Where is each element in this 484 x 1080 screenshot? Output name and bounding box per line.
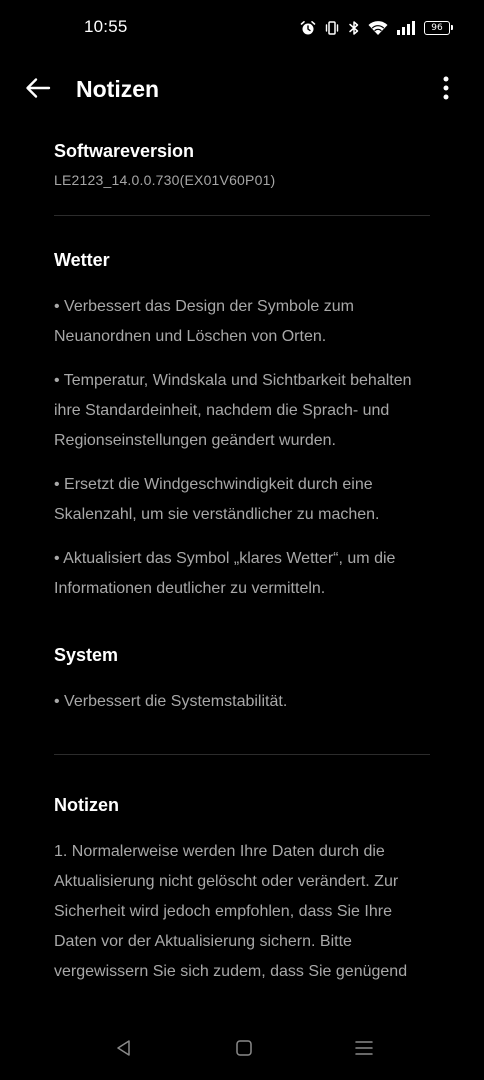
system-item: • Verbessert die Systemstabilität. [54, 693, 288, 710]
arrow-left-icon [25, 77, 51, 104]
nav-back-button[interactable] [104, 1036, 144, 1064]
software-section [54, 124, 430, 188]
more-options-button[interactable] [432, 70, 460, 110]
wetter-item: • Verbessert das Design der Symbole zum Neuanordnen und Löschen von Orten. [54, 298, 354, 345]
wetter-item: • Ersetzt die Windgeschwindigkeit durch eine Skalenzahl, um sie verständlicher zu machen. [54, 476, 380, 523]
more-vert-icon [443, 76, 449, 105]
app-bar [0, 56, 484, 124]
notizen-section [54, 755, 430, 987]
navigation-bar [0, 1020, 484, 1080]
software-title: Softwareversion [54, 141, 195, 161]
wetter-section [54, 216, 430, 604]
software-version: LE2123_14.0.0.730(EX01V60P01) [54, 172, 276, 188]
home-square-icon [235, 1039, 253, 1062]
nav-home-button[interactable] [224, 1036, 264, 1064]
nav-recents-button[interactable] [344, 1036, 384, 1064]
vibrate-icon [324, 20, 340, 36]
alarm-icon [300, 20, 316, 36]
status-bar [0, 0, 484, 56]
wetter-item: • Aktualisiert das Symbol „klares Wetter“, um die Informationen deutlicher zu vermitteln. [54, 550, 396, 597]
notizen-title: Notizen [54, 795, 119, 815]
system-title: System [54, 645, 119, 665]
back-triangle-icon [115, 1039, 133, 1062]
status-icons [300, 18, 450, 38]
back-button[interactable] [18, 70, 58, 110]
bluetooth-icon [348, 20, 360, 36]
wetter-title: Wetter [54, 250, 110, 270]
recents-menu-icon [355, 1039, 373, 1062]
system-section [54, 604, 430, 717]
content-scroll[interactable] [54, 124, 430, 1020]
notizen-item: 1. Normalerweise werden Ihre Daten durch die Aktualisierung nicht gelöscht oder verändert. Zur Sicherheit wird jedoch empfohlen, dass Sie Ihre Daten vor der Aktualisierung sichern. Bitte vergewissern Sie sich zudem, dass Sie genügend [54, 843, 408, 980]
wetter-item: • Temperatur, Windskala und Sichtbarkeit behalten ihre Standardeinheit, nachdem die Sprach- und Regionseinstellungen geändert wurden. [54, 372, 412, 449]
page-title: Notizen [76, 76, 160, 102]
signal-icon [396, 20, 416, 36]
battery-level: 96 [431, 22, 443, 33]
battery-icon [424, 21, 450, 35]
wifi-icon [368, 20, 388, 36]
status-time: 10:55 [84, 17, 128, 36]
